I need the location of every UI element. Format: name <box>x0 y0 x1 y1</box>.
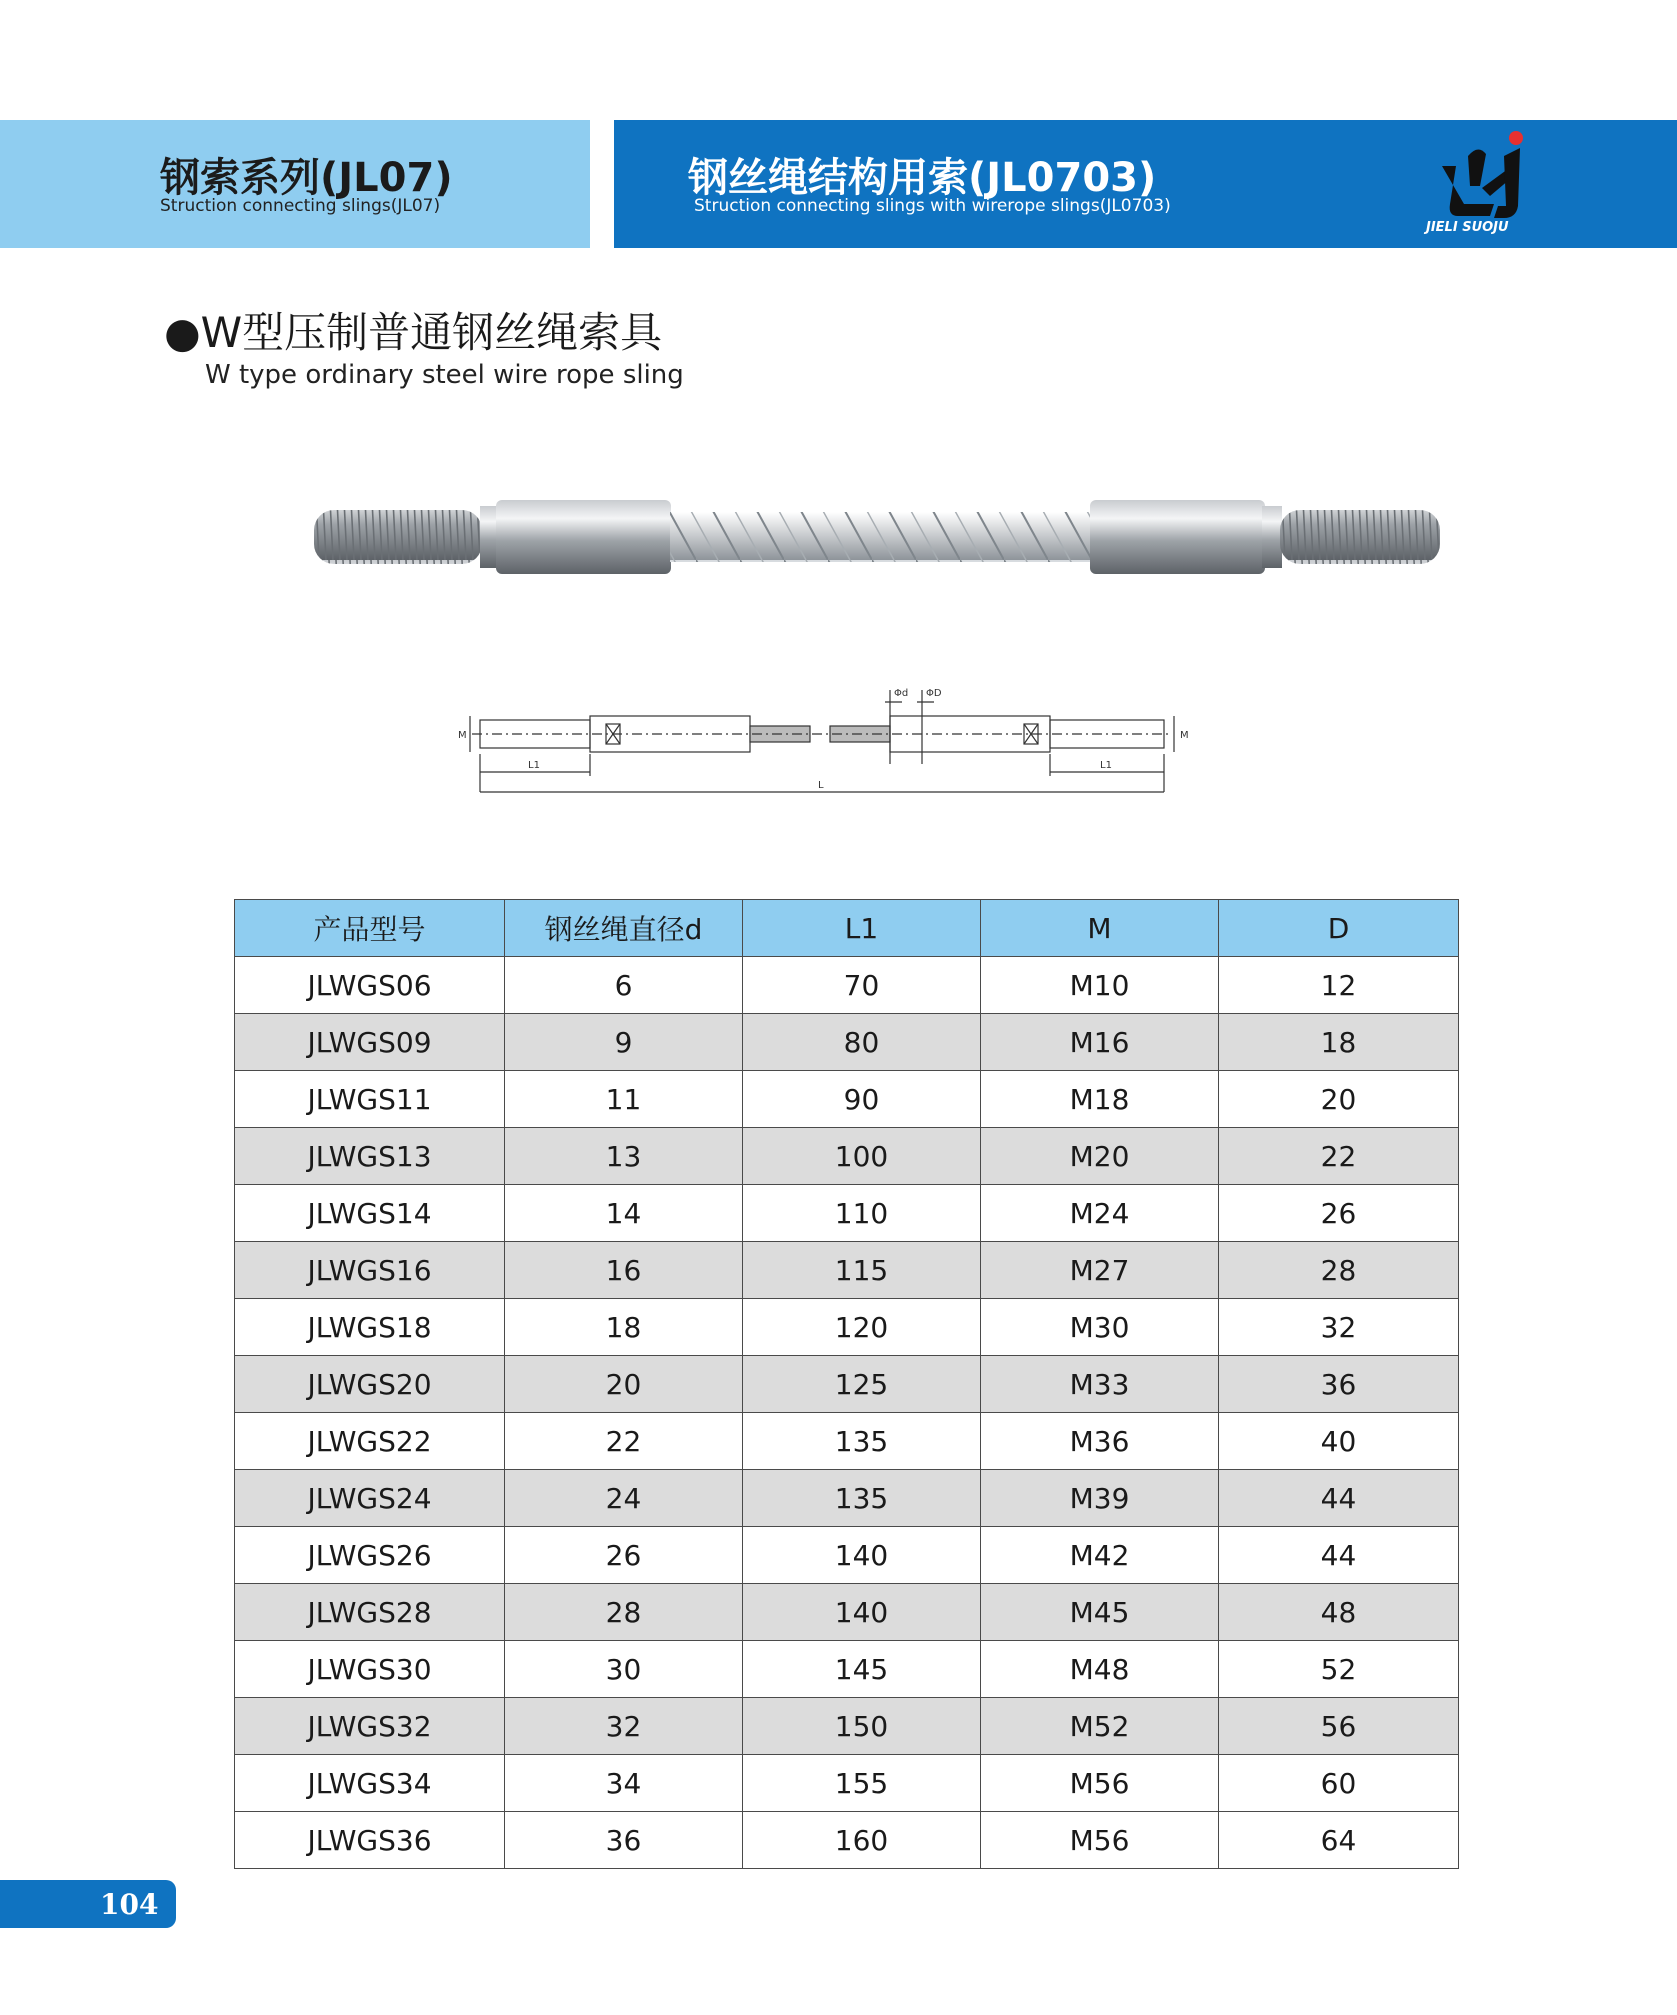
dim-label-d-large: ΦD <box>926 688 942 699</box>
cell-model: JLWGS14 <box>235 1185 505 1242</box>
table-row <box>235 1071 1459 1128</box>
table-row <box>235 1584 1459 1641</box>
header-right-band <box>614 120 1677 248</box>
cell-l1: 125 <box>743 1356 981 1413</box>
cell-l1: 115 <box>743 1242 981 1299</box>
category-subtitle: Struction connecting slings with wirerope slings(JL0703) <box>694 196 1171 216</box>
section-title: ●W型压制普通钢丝绳索具 <box>164 308 663 357</box>
header-l1: L1 <box>743 900 981 957</box>
cell-l1: 120 <box>743 1299 981 1356</box>
page-number-tab <box>0 1880 176 1928</box>
cell-d: 28 <box>505 1584 743 1641</box>
cell-d: 18 <box>505 1299 743 1356</box>
cell-model: JLWGS06 <box>235 957 505 1014</box>
cell-model: JLWGS24 <box>235 1470 505 1527</box>
series-title: 钢索系列(JL07) <box>160 155 453 201</box>
table-row <box>235 1755 1459 1812</box>
cell-big-d: 22 <box>1219 1128 1459 1185</box>
cell-d: 34 <box>505 1755 743 1812</box>
table-row <box>235 1527 1459 1584</box>
dim-label-m-right: M <box>1180 730 1189 741</box>
cell-model: JLWGS28 <box>235 1584 505 1641</box>
cell-d: 24 <box>505 1470 743 1527</box>
cell-model: JLWGS22 <box>235 1413 505 1470</box>
cell-m: M42 <box>981 1527 1219 1584</box>
dim-label-d-small: Φd <box>894 688 909 699</box>
cell-m: M52 <box>981 1698 1219 1755</box>
cell-d: 11 <box>505 1071 743 1128</box>
header-m: M <box>981 900 1219 957</box>
cell-big-d: 44 <box>1219 1470 1459 1527</box>
cell-model: JLWGS20 <box>235 1356 505 1413</box>
cell-big-d: 32 <box>1219 1299 1459 1356</box>
cell-big-d: 48 <box>1219 1584 1459 1641</box>
table-row <box>235 1641 1459 1698</box>
cell-big-d: 64 <box>1219 1812 1459 1869</box>
cell-m: M45 <box>981 1584 1219 1641</box>
cell-big-d: 18 <box>1219 1014 1459 1071</box>
table-row <box>235 1299 1459 1356</box>
table-row <box>235 1185 1459 1242</box>
table-row <box>235 1413 1459 1470</box>
technical-drawing <box>450 680 1250 800</box>
table-row <box>235 957 1459 1014</box>
page-number: 104 <box>100 1888 159 1921</box>
cell-model: JLWGS32 <box>235 1698 505 1755</box>
cell-m: M30 <box>981 1299 1219 1356</box>
cell-model: JLWGS34 <box>235 1755 505 1812</box>
table-row <box>235 1014 1459 1071</box>
cell-d: 14 <box>505 1185 743 1242</box>
cell-m: M20 <box>981 1128 1219 1185</box>
cell-m: M33 <box>981 1356 1219 1413</box>
cell-d: 30 <box>505 1641 743 1698</box>
cell-model: JLWGS26 <box>235 1527 505 1584</box>
cell-m: M56 <box>981 1755 1219 1812</box>
cell-l1: 100 <box>743 1128 981 1185</box>
cell-big-d: 52 <box>1219 1641 1459 1698</box>
cell-model: JLWGS30 <box>235 1641 505 1698</box>
cell-l1: 145 <box>743 1641 981 1698</box>
spec-table <box>234 899 1459 1869</box>
cell-d: 36 <box>505 1812 743 1869</box>
cell-m: M56 <box>981 1812 1219 1869</box>
cell-m: M10 <box>981 957 1219 1014</box>
cell-big-d: 36 <box>1219 1356 1459 1413</box>
cell-big-d: 40 <box>1219 1413 1459 1470</box>
cell-m: M18 <box>981 1071 1219 1128</box>
dim-label-m-left: M <box>458 730 467 741</box>
header-rope-diameter: 钢丝绳直径d <box>505 900 743 957</box>
dim-label-l1-right: L1 <box>1100 760 1112 771</box>
cell-d: 13 <box>505 1128 743 1185</box>
dim-label-l1-left: L1 <box>528 760 540 771</box>
series-subtitle: Struction connecting slings(JL07) <box>160 196 441 216</box>
section-subtitle: W type ordinary steel wire rope sling <box>205 360 684 390</box>
cell-model: JLWGS09 <box>235 1014 505 1071</box>
cell-l1: 135 <box>743 1413 981 1470</box>
logo-text: JIELI SUOJU <box>1426 220 1509 235</box>
cell-m: M27 <box>981 1242 1219 1299</box>
table-row <box>235 1356 1459 1413</box>
cell-l1: 80 <box>743 1014 981 1071</box>
cell-model: JLWGS13 <box>235 1128 505 1185</box>
cell-d: 9 <box>505 1014 743 1071</box>
cell-model: JLWGS11 <box>235 1071 505 1128</box>
cell-m: M16 <box>981 1014 1219 1071</box>
dim-label-l: L <box>818 780 824 791</box>
cell-m: M24 <box>981 1185 1219 1242</box>
cell-d: 16 <box>505 1242 743 1299</box>
table-row <box>235 1242 1459 1299</box>
cell-m: M39 <box>981 1470 1219 1527</box>
cell-l1: 150 <box>743 1698 981 1755</box>
cell-l1: 160 <box>743 1812 981 1869</box>
cell-d: 6 <box>505 957 743 1014</box>
category-title: 钢丝绳结构用索(JL0703) <box>688 155 1157 201</box>
cell-l1: 90 <box>743 1071 981 1128</box>
cell-l1: 155 <box>743 1755 981 1812</box>
header-d: D <box>1219 900 1459 957</box>
cell-l1: 140 <box>743 1527 981 1584</box>
table-header-row <box>235 900 1459 957</box>
table-row <box>235 1698 1459 1755</box>
table-row <box>235 1128 1459 1185</box>
product-photo <box>300 480 1440 600</box>
header-left-band <box>0 120 590 248</box>
cell-l1: 135 <box>743 1470 981 1527</box>
cell-d: 26 <box>505 1527 743 1584</box>
cell-l1: 70 <box>743 957 981 1014</box>
cell-big-d: 28 <box>1219 1242 1459 1299</box>
cell-model: JLWGS16 <box>235 1242 505 1299</box>
cell-l1: 140 <box>743 1584 981 1641</box>
cell-big-d: 20 <box>1219 1071 1459 1128</box>
cell-big-d: 26 <box>1219 1185 1459 1242</box>
cell-m: M36 <box>981 1413 1219 1470</box>
table-row <box>235 1470 1459 1527</box>
cell-d: 32 <box>505 1698 743 1755</box>
cell-big-d: 60 <box>1219 1755 1459 1812</box>
cell-big-d: 12 <box>1219 957 1459 1014</box>
cell-model: JLWGS36 <box>235 1812 505 1869</box>
header-model: 产品型号 <box>235 900 505 957</box>
cell-m: M48 <box>981 1641 1219 1698</box>
cell-big-d: 56 <box>1219 1698 1459 1755</box>
cell-big-d: 44 <box>1219 1527 1459 1584</box>
cell-d: 20 <box>505 1356 743 1413</box>
cell-model: JLWGS18 <box>235 1299 505 1356</box>
cell-d: 22 <box>505 1413 743 1470</box>
cell-l1: 110 <box>743 1185 981 1242</box>
table-row <box>235 1812 1459 1869</box>
